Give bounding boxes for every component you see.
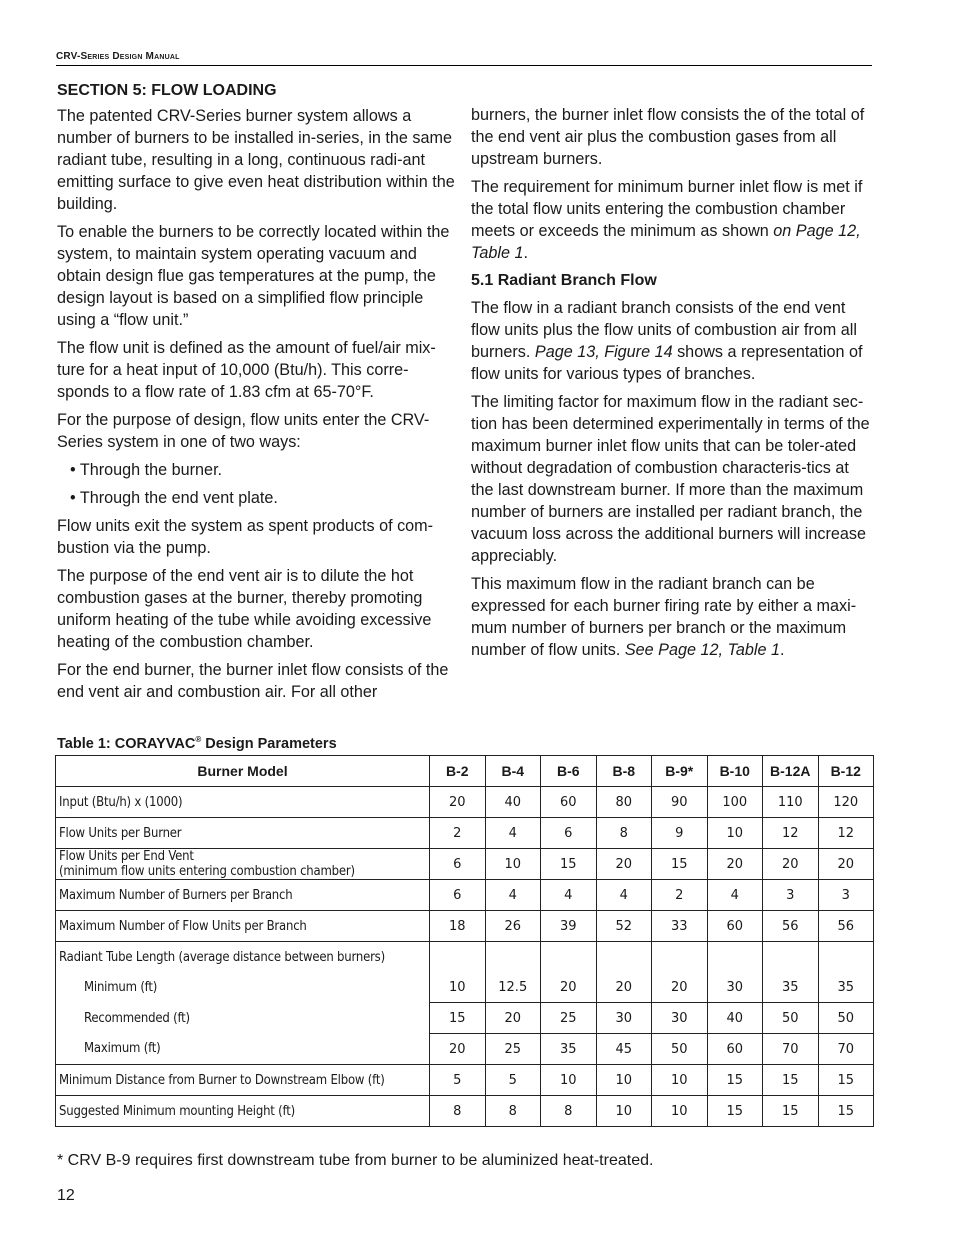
value-cell: 20 <box>596 972 652 1003</box>
table-row <box>56 1096 874 1127</box>
row-label-cell <box>56 942 430 973</box>
value-cell: 35 <box>763 972 819 1003</box>
left-column <box>57 80 457 709</box>
value-cell: 60 <box>707 1034 763 1065</box>
table-row <box>56 942 874 973</box>
paragraph: For the purpose of design, flow units enter the CRV-Series system in one of two ways: <box>57 411 430 451</box>
value-cell: 50 <box>818 1003 874 1034</box>
cross-reference: See Page 12, Table 1 <box>624 641 780 659</box>
table-caption <box>57 735 337 752</box>
value-cell: 15 <box>430 1003 486 1034</box>
row-label: Flow Units per End Vent <box>59 849 194 864</box>
bullet-item: • Through the burner. <box>70 461 223 479</box>
paragraph: Flow units exit the system as spent products of com-bustion via the pump. <box>57 517 434 557</box>
value-cell: 6 <box>541 818 597 849</box>
paragraph-text: This maximum flow in the radiant branch can be expressed for each burner firing rate by either a maxi-mum number of burners per branch or the maximum number of flow units. <box>471 575 857 659</box>
row-label-cell <box>56 1003 430 1034</box>
row-label: Minimum Distance from Burner to Downstream Elbow (ft) <box>59 1072 385 1088</box>
value-cell: 10 <box>541 1065 597 1096</box>
value-cell <box>652 942 708 973</box>
value-cell <box>485 942 541 973</box>
value-cell: 20 <box>763 849 819 880</box>
value-cell: 60 <box>707 911 763 942</box>
value-cell: 15 <box>818 1096 874 1127</box>
value-cell: 40 <box>707 1003 763 1034</box>
row-label: Suggested Minimum mounting Height (ft) <box>59 1103 295 1119</box>
value-cell: 15 <box>652 849 708 880</box>
subsection-title: 5.1 Radiant Branch Flow <box>471 272 657 289</box>
row-label-cell <box>56 818 430 849</box>
value-cell: 10 <box>596 1065 652 1096</box>
table-row <box>56 1003 874 1034</box>
value-cell: 8 <box>596 818 652 849</box>
design-parameters-table <box>55 755 874 1127</box>
value-cell <box>541 942 597 973</box>
value-cell: 5 <box>485 1065 541 1096</box>
value-cell: 80 <box>596 787 652 818</box>
paragraph-text: The requirement for minimum burner inlet flow is met if the total flow units entering the combustion chamber meets or exceeds the minimum as shown <box>471 178 863 240</box>
value-cell: 35 <box>541 1034 597 1065</box>
value-cell: 39 <box>541 911 597 942</box>
row-label-cell <box>56 849 430 880</box>
page-number: 12 <box>57 1187 75 1204</box>
row-label-cell <box>56 880 430 911</box>
value-cell: 33 <box>652 911 708 942</box>
header-cell: Burner Model <box>56 756 430 787</box>
value-cell: 10 <box>652 1096 708 1127</box>
header-cell-model: B-8 <box>596 756 652 787</box>
value-cell: 4 <box>707 880 763 911</box>
row-label-cell <box>56 1065 430 1096</box>
value-cell <box>818 942 874 973</box>
value-cell: 20 <box>707 849 763 880</box>
value-cell: 20 <box>652 972 708 1003</box>
value-cell: 20 <box>596 849 652 880</box>
value-cell: 12.5 <box>485 972 541 1003</box>
table-row <box>56 880 874 911</box>
value-cell: 10 <box>652 1065 708 1096</box>
value-cell: 4 <box>485 880 541 911</box>
value-cell: 10 <box>485 849 541 880</box>
bullet-item: • Through the end vent plate. <box>70 489 278 507</box>
header-cell-model: B-2 <box>430 756 486 787</box>
row-label-cell <box>56 1096 430 1127</box>
table-row <box>56 972 874 1003</box>
value-cell <box>430 942 486 973</box>
value-cell: 20 <box>430 1034 486 1065</box>
caption-text: Design Parameters <box>201 735 337 752</box>
table-row <box>56 1065 874 1096</box>
row-label-cell <box>56 972 430 1003</box>
value-cell <box>763 942 819 973</box>
value-cell: 100 <box>707 787 763 818</box>
value-cell: 8 <box>485 1096 541 1127</box>
running-header: CRV-Series Design Manual <box>56 51 872 66</box>
caption-text: Table 1: CORAYVAC <box>57 735 196 752</box>
value-cell: 6 <box>430 880 486 911</box>
table-row <box>56 1034 874 1065</box>
row-label-note: (minimum flow units entering combustion chamber) <box>59 864 355 879</box>
cross-reference: on Page 12, Table 1 <box>471 222 861 262</box>
value-cell: 12 <box>818 818 874 849</box>
value-cell: 15 <box>818 1065 874 1096</box>
value-cell: 30 <box>707 972 763 1003</box>
value-cell <box>707 942 763 973</box>
value-cell: 20 <box>818 849 874 880</box>
row-label: Maximum Number of Burners per Branch <box>59 887 293 903</box>
value-cell: 40 <box>485 787 541 818</box>
value-cell: 12 <box>763 818 819 849</box>
value-cell: 30 <box>652 1003 708 1034</box>
table-row <box>56 787 874 818</box>
paragraph-text: The flow in a radiant branch consists of the end vent flow units plus the flow units of combustion air from all burners. <box>471 299 857 361</box>
value-cell: 9 <box>652 818 708 849</box>
paragraph-text: . <box>779 641 785 659</box>
right-column <box>471 104 874 667</box>
value-cell: 4 <box>541 880 597 911</box>
table-row <box>56 818 874 849</box>
value-cell: 110 <box>763 787 819 818</box>
row-label-cell <box>56 787 430 818</box>
paragraph: burners, the burner inlet flow consists the of the total of the end vent air plus the combustion gases from all upstream burners. <box>471 106 865 168</box>
value-cell: 8 <box>541 1096 597 1127</box>
value-cell: 120 <box>818 787 874 818</box>
value-cell: 50 <box>763 1003 819 1034</box>
value-cell: 60 <box>541 787 597 818</box>
value-cell: 26 <box>485 911 541 942</box>
header-cell-model: B-12 <box>818 756 874 787</box>
value-cell: 3 <box>763 880 819 911</box>
paragraph: The patented CRV-Series burner system allows a number of burners to be installed in-series, in the same radiant tube, resulting in a long, continuous radi-ant emitting surface to give even heat distribution within the building. <box>57 107 455 213</box>
value-cell: 3 <box>818 880 874 911</box>
section-title: SECTION 5: FLOW LOADING <box>57 82 277 99</box>
row-label: Input (Btu/h) x (1000) <box>59 794 183 810</box>
value-cell: 15 <box>763 1096 819 1127</box>
value-cell: 70 <box>763 1034 819 1065</box>
paragraph <box>471 176 874 264</box>
value-cell: 15 <box>763 1065 819 1096</box>
value-cell: 5 <box>430 1065 486 1096</box>
header-cell-model: B-10 <box>707 756 763 787</box>
value-cell: 18 <box>430 911 486 942</box>
paragraph: To enable the burners to be correctly located within the system, to maintain system operating vacuum and obtain design flue gas temperatures at the pump, the design layout is based on a simplified flow principle using a “flow unit.” <box>57 223 450 329</box>
row-label-cell <box>56 911 430 942</box>
value-cell: 45 <box>596 1034 652 1065</box>
row-label: Radiant Tube Length (average distance between burners) <box>59 949 385 965</box>
cross-reference: Page 13, Figure 14 <box>534 343 673 361</box>
row-label: Maximum Number of Flow Units per Branch <box>59 918 307 934</box>
registered-mark: ® <box>195 735 202 744</box>
table-row <box>56 911 874 942</box>
value-cell: 70 <box>818 1034 874 1065</box>
header-cell-model: B-4 <box>485 756 541 787</box>
value-cell: 35 <box>818 972 874 1003</box>
paragraph: The flow unit is defined as the amount of fuel/air mix-ture for a heat input of 10,000 (Btu/h). This corre-sponds to a flow rate of 1.83 cfm at 65-70°F. <box>57 339 436 401</box>
footnote: * CRV B-9 requires first downstream tube from burner to be aluminized heat-treated. <box>57 1152 654 1169</box>
value-cell: 20 <box>485 1003 541 1034</box>
value-cell: 4 <box>485 818 541 849</box>
value-cell: 20 <box>430 787 486 818</box>
row-label: Maximum (ft) <box>84 1041 161 1057</box>
row-label: Recommended (ft) <box>84 1010 190 1026</box>
header-cell-model: B-12A <box>763 756 819 787</box>
header-cell-model: B-9* <box>652 756 708 787</box>
value-cell: 2 <box>652 880 708 911</box>
row-label: Flow Units per Burner <box>59 825 182 841</box>
value-cell: 52 <box>596 911 652 942</box>
paragraph: The purpose of the end vent air is to dilute the hot combustion gases at the burner, thereby promoting uniform heating of the tube while avoiding excessive heating of the combustion chamber. <box>57 567 432 651</box>
value-cell: 30 <box>596 1003 652 1034</box>
paragraph <box>471 573 874 661</box>
paragraph <box>471 297 874 385</box>
value-cell: 10 <box>707 818 763 849</box>
value-cell <box>596 942 652 973</box>
table-header-row <box>56 756 874 787</box>
paragraph: The limiting factor for maximum flow in the radiant sec-tion has been determined experimentally in terms of the maximum burner inlet flow units that can be toler-ated without degradation of combustion characteris-tics at the last downstream burner. If more than the maximum number of burners are installed per radiant branch, the vacuum loss across the additional burners will increase appreciably. <box>471 393 870 565</box>
row-label-cell <box>56 1034 430 1065</box>
paragraph: For the end burner, the burner inlet flow consists of the end vent air and combustion air. For all other <box>57 661 449 701</box>
value-cell: 8 <box>430 1096 486 1127</box>
table-row <box>56 849 874 880</box>
value-cell: 15 <box>541 849 597 880</box>
value-cell: 25 <box>541 1003 597 1034</box>
value-cell: 90 <box>652 787 708 818</box>
paragraph-text: . <box>523 244 529 262</box>
value-cell: 15 <box>707 1065 763 1096</box>
value-cell: 56 <box>818 911 874 942</box>
value-cell: 6 <box>430 849 486 880</box>
value-cell: 15 <box>707 1096 763 1127</box>
value-cell: 2 <box>430 818 486 849</box>
value-cell: 10 <box>430 972 486 1003</box>
value-cell: 25 <box>485 1034 541 1065</box>
row-label: Minimum (ft) <box>84 979 158 995</box>
value-cell: 4 <box>596 880 652 911</box>
paragraph-text: shows a representation of flow units for various types of branches. <box>471 343 863 383</box>
value-cell: 20 <box>541 972 597 1003</box>
value-cell: 10 <box>596 1096 652 1127</box>
value-cell: 56 <box>763 911 819 942</box>
header-cell-model: B-6 <box>541 756 597 787</box>
value-cell: 50 <box>652 1034 708 1065</box>
